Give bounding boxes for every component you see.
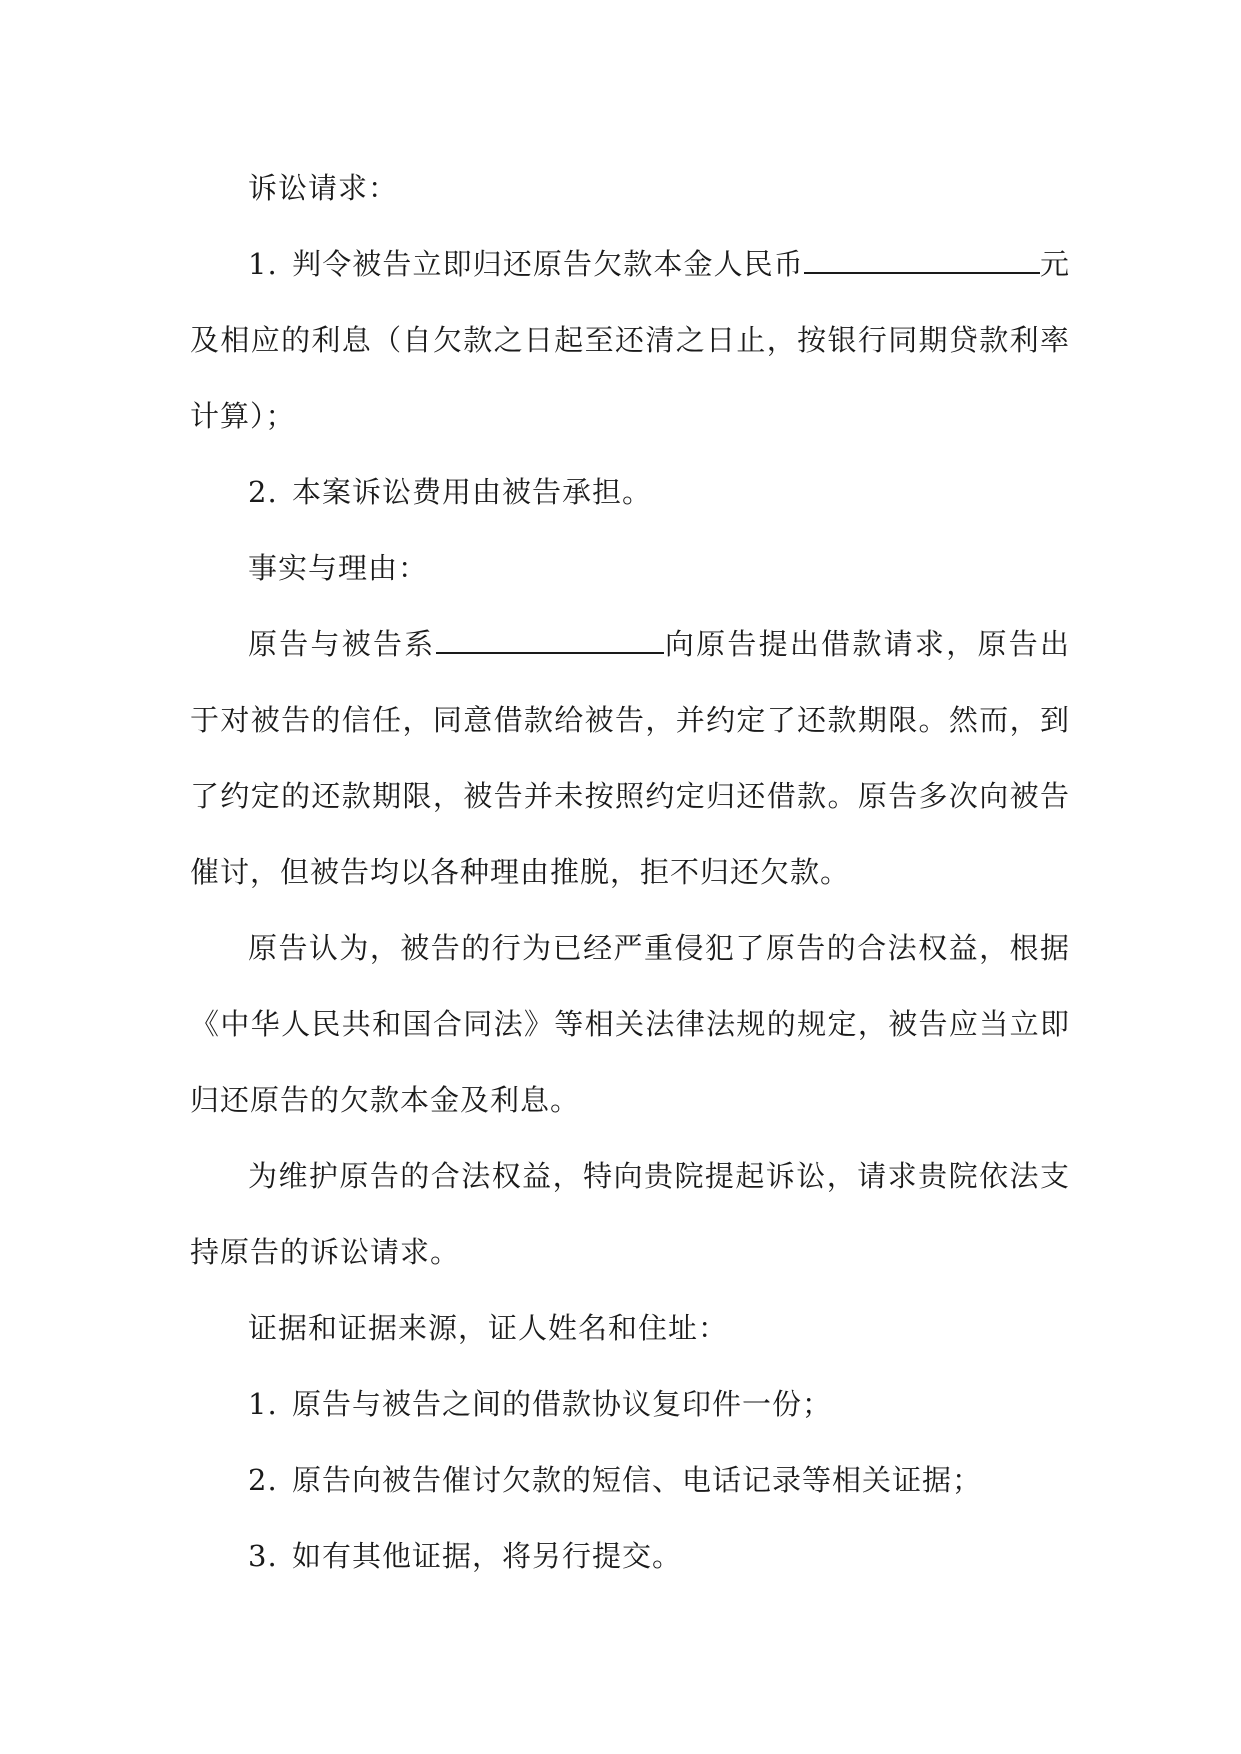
- amount-blank: [804, 250, 1040, 274]
- evidence-text-3: 如有其他证据，将另行提交。: [292, 1539, 683, 1573]
- relationship-blank: [436, 630, 664, 654]
- evidence-heading: 证据和证据来源，证人姓名和住址：: [248, 1311, 729, 1345]
- facts-paragraph-2: 原告认为，被告的行为已经严重侵犯了原告的合法权益，根据《中华人民共和国合同法》等相关法律法规的规定，被告应当立即归还原告的欠款本金及利息。: [190, 931, 1070, 1117]
- facts-paragraph-1: [190, 606, 1070, 910]
- claim-number-2: 2.: [248, 475, 278, 509]
- evidence-number-2: 2.: [248, 1463, 278, 1497]
- facts-para1-post: 向原告提出借款请求，原告出于对被告的信任，同意借款给被告，并约定了还款期限。然而，到了约定的还款期限，被告并未按照约定归还借款。原告多次向被告催讨，但被告均以各种理由推脱，拒不归还欠款。: [190, 627, 1070, 889]
- evidence-text-2: 原告向被告催讨欠款的短信、电话记录等相关证据；: [292, 1463, 983, 1497]
- claim-item-1: [190, 226, 1070, 454]
- evidence-item-3: [190, 1518, 1070, 1594]
- facts-heading: 事实与理由：: [248, 551, 429, 585]
- evidence-number-1: 1.: [248, 1387, 278, 1421]
- facts-para1-pre: 原告与被告系: [248, 627, 436, 661]
- claims-heading: 诉讼请求：: [248, 171, 399, 205]
- evidence-item-1: [190, 1366, 1070, 1442]
- evidence-number-3: 3.: [248, 1539, 278, 1573]
- evidence-text-1: 原告与被告之间的借款协议复印件一份；: [292, 1387, 833, 1421]
- facts-paragraph-3: 为维护原告的合法权益，特向贵院提起诉讼，请求贵院依法支持原告的诉讼请求。: [190, 1159, 1070, 1269]
- claim-text-1-pre: 判令被告立即归还原告欠款本金人民币: [292, 247, 804, 281]
- claim-text-2: 本案诉讼费用由被告承担。: [292, 475, 653, 509]
- evidence-item-2: [190, 1442, 1070, 1518]
- claim-text-1-post: 元及相应的利息（自欠款之日起至还清之日止，按银行同期贷款利率计算）；: [190, 247, 1070, 433]
- document-body: [190, 150, 1070, 1594]
- claim-number-1: 1.: [248, 247, 278, 281]
- claim-item-2: [190, 454, 1070, 530]
